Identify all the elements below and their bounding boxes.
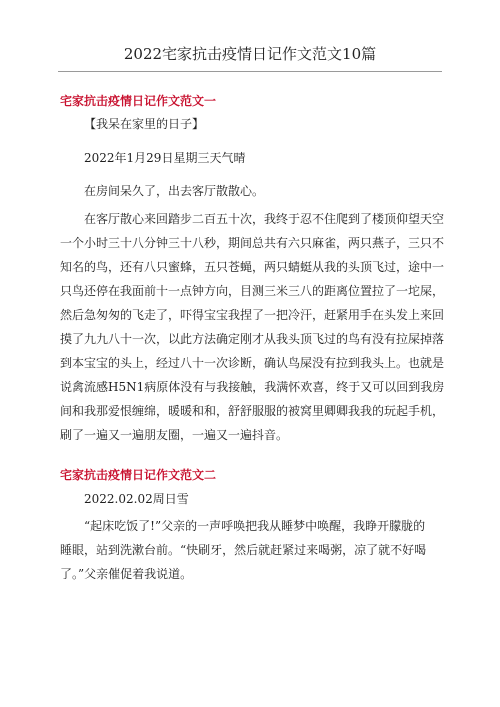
section2-body <box>60 514 440 586</box>
body-line: 然后急匆匆的飞走了，吓得宝宝我捏了一把冷汗，赶紧用手在头发上来回 <box>60 308 445 322</box>
body-line: 知名的鸟，还有八只蜜蜂，五只苍蝇，两只蜻蜓从我的头顶飞过，途中一 <box>60 260 445 274</box>
title-divider <box>58 71 442 72</box>
body-line: 了。”父亲催促着我说道。 <box>60 567 193 581</box>
body-line: 刷了一遍又一遍朋友圈，一遍又一遍抖音。 <box>60 428 289 442</box>
section-heading-2: 宅家抗击疫情日记作文范文二 <box>60 468 217 482</box>
section1-intro: 在房间呆久了，出去客厅散散心。 <box>84 184 265 198</box>
section2-date: 2022.02.02周日雪 <box>84 492 189 506</box>
section1-subtitle: 【我呆在家里的日子】 <box>84 117 205 131</box>
body-line: 在客厅散心来回踏步二百五十次，我终于忍不住爬到了楼顶仰望天空 <box>84 212 445 226</box>
document-title: 2022宅家抗击疫情日记作文范文10篇 <box>123 45 377 63</box>
body-line: 睡眼，站到洗漱台前。“快刷牙，然后就赶紧过来喝粥，凉了就不好喝 <box>60 543 427 557</box>
body-line: 间和我那爱恨缠绵，暖暖和和，舒舒服服的被窝里卿卿我我的玩起手机， <box>60 404 445 418</box>
section1-body <box>60 207 445 447</box>
body-line: 只鸟还停在我面前十一点钟方向，目测三米三八的距离位置拉了一坨屎， <box>60 284 445 298</box>
body-line: 摸了九九八十一次，以此方法确定刚才从我头顶飞过的鸟有没有拉屎掉落 <box>60 332 445 346</box>
body-line: 说禽流感H5N1病原体没有与我接触，我满怀欢喜，终于又可以回到我房 <box>60 380 445 394</box>
body-line: 一个小时三十八分钟三十八秒，期间总共有六只麻雀，两只燕子，三只不 <box>60 236 445 250</box>
section1-date: 2022年1月29日星期三天气晴 <box>84 151 246 165</box>
section-heading-1: 宅家抗击疫情日记作文范文一 <box>60 94 217 108</box>
body-line: 到本宝宝的头上，经过八十一次诊断，确认鸟屎没有拉到我头上。也就是 <box>60 356 445 370</box>
body-line: “起床吃饭了!”父亲的一声呼唤把我从睡梦中唤醒，我睁开朦胧的 <box>84 519 426 533</box>
